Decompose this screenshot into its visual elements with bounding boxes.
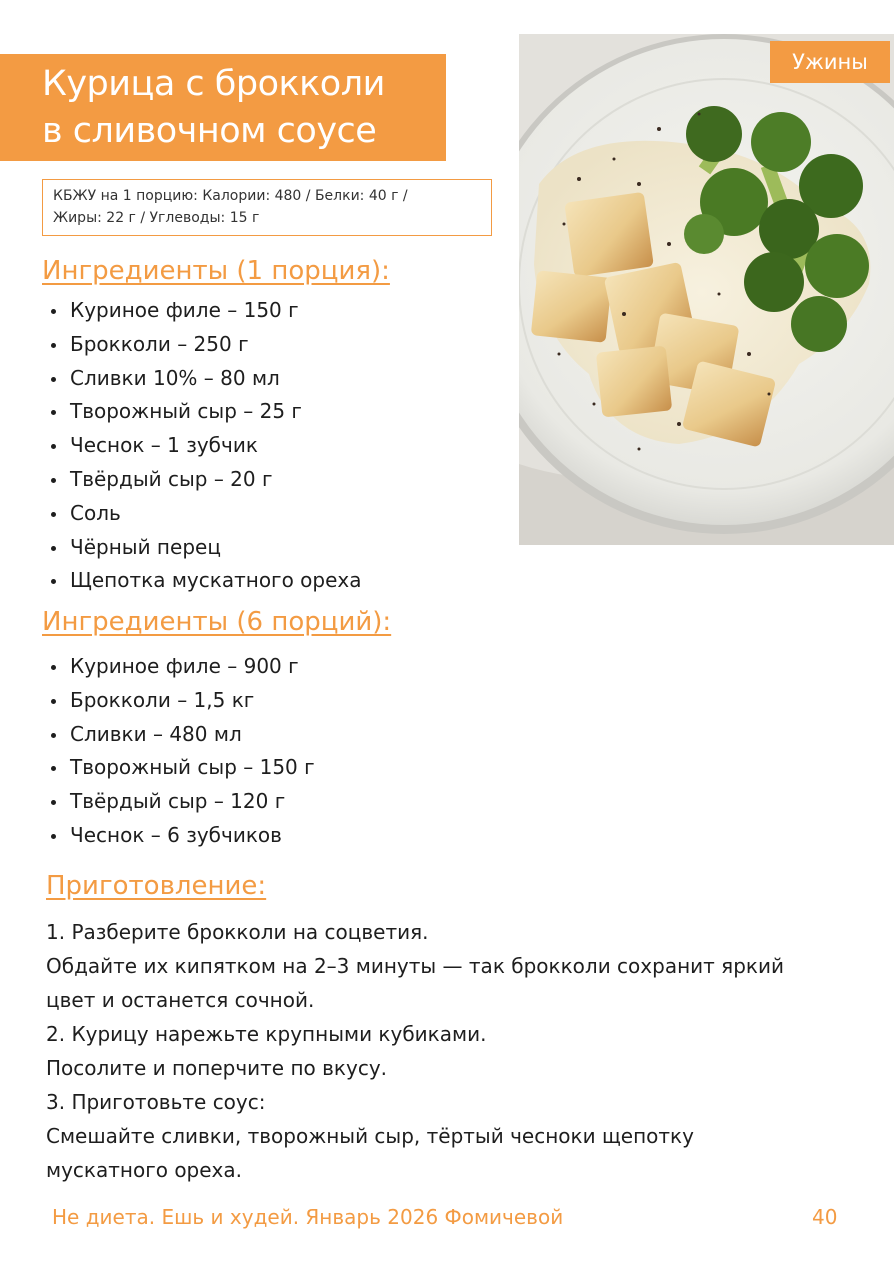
ingredient-item: Твёрдый сыр – 120 г [48,785,315,819]
preparation-heading: Приготовление: [46,871,267,901]
ingredient-item: Чеснок – 1 зубчик [48,429,361,463]
ingredients-6-heading: Ингредиенты (6 порций): [42,607,392,637]
nutrition-line-2: Жиры: 22 г / Углеводы: 15 г [53,210,260,226]
preparation-line: 3. Приготовьте соус: [46,1090,266,1114]
preparation-line: 1. Разберите брокколи на соцветия. [46,920,429,944]
ingredient-item: Куриное филе – 150 г [48,294,361,328]
ingredient-item: Чеснок – 6 зубчиков [48,819,315,853]
ingredients-1-heading: Ингредиенты (1 порция): [42,256,390,286]
preparation-line: Обдайте их кипятком на 2–3 минуты — так брокколи сохранит яркий [46,954,784,978]
preparation-line: Посолите и поперчите по вкусу. [46,1056,388,1080]
ingredient-item: Творожный сыр – 25 г [48,395,361,429]
ingredient-item: Сливки 10% – 80 мл [48,362,361,396]
preparation-line: 2. Курицу нарежьте крупными кубиками. [46,1022,487,1046]
ingredient-item: Брокколи – 250 г [48,328,361,362]
preparation-text [46,915,866,1187]
preparation-line: Смешайте сливки, творожный сыр, тёртый чесноки щепотку [46,1124,694,1148]
ingredient-item: Соль [48,497,361,531]
page-number: 40 [812,1205,838,1229]
ingredient-item: Брокколи – 1,5 кг [48,684,315,718]
recipe-title-line-2: в сливочном соусе [42,111,377,151]
category-tag: Ужины [770,41,890,83]
recipe-title-line-1: Курица с брокколи [42,64,385,104]
ingredient-item: Куриное филе – 900 г [48,650,315,684]
dish-photo [519,34,894,545]
footer-text: Не диета. Ешь и худей. Январь 2026 Фомичевой [52,1205,564,1229]
nutrition-box [42,179,492,236]
nutrition-line-1: КБЖУ на 1 порцию: Калории: 480 / Белки: 40 г / [53,188,408,204]
ingredient-item: Творожный сыр – 150 г [48,751,315,785]
ingredients-1-list [48,294,361,598]
ingredient-item: Чёрный перец [48,531,361,565]
title-banner [0,54,446,161]
ingredient-item: Сливки – 480 мл [48,718,315,752]
ingredients-6-list [48,650,315,853]
preparation-line: цвет и останется сочной. [46,988,315,1012]
ingredient-item: Щепотка мускатного ореха [48,564,361,598]
preparation-line: мускатного ореха. [46,1158,243,1182]
ingredient-item: Твёрдый сыр – 20 г [48,463,361,497]
